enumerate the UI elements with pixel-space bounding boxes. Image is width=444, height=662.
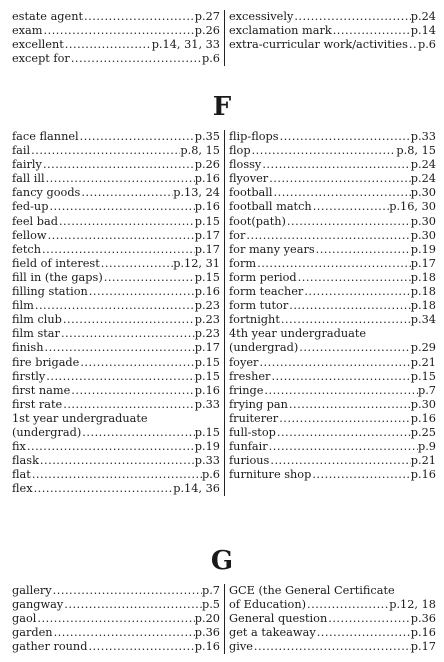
dot-leader: [80, 186, 173, 200]
page-reference: p.7: [417, 383, 436, 397]
dot-leader: [62, 313, 195, 327]
page-reference: p.33: [194, 454, 220, 468]
index-entry: [12, 38, 220, 52]
page-reference: p.16: [194, 172, 220, 186]
page-reference: p.16: [194, 640, 220, 654]
dot-leader: [64, 38, 152, 52]
dot-leader: [276, 426, 411, 440]
page-reference: p.17: [194, 341, 220, 355]
index-entry: [229, 229, 436, 243]
page-reference: p.26: [194, 24, 220, 38]
page-reference: p.24: [410, 10, 436, 23]
index-term: fire brigade: [12, 355, 80, 369]
index-entry: [229, 626, 436, 640]
index-entry: [229, 440, 436, 454]
index-term: football: [229, 186, 273, 200]
page-reference: p.15: [194, 355, 220, 369]
dot-leader: [288, 299, 411, 313]
page-reference: p.35: [194, 130, 220, 143]
index-entry: [229, 468, 436, 482]
dot-leader: [245, 229, 410, 243]
dot-leader: [30, 144, 180, 158]
index-term: flyover: [229, 172, 269, 186]
dot-leader: [62, 398, 195, 412]
index-column-right: [224, 584, 436, 654]
index-entry: [229, 454, 436, 468]
index-block-f: [12, 130, 436, 496]
index-term: filling station: [12, 285, 88, 299]
index-term: gallery: [12, 584, 52, 597]
index-term: film club: [12, 313, 62, 327]
page-reference: p.18: [410, 299, 436, 313]
index-entry: [12, 398, 220, 412]
index-term: flop: [229, 144, 251, 158]
dot-leader: [45, 172, 195, 186]
index-term: fresher: [229, 369, 271, 383]
index-term: flex: [12, 482, 33, 496]
index-term: gangway: [12, 598, 64, 612]
index-term: first rate: [12, 397, 63, 411]
dot-leader: [53, 626, 195, 640]
index-term: finish: [12, 341, 44, 355]
dot-leader: [280, 313, 411, 327]
index-entry: [12, 229, 220, 243]
index-term: GCE (the General Certificate: [229, 584, 395, 597]
index-column-right: [224, 130, 436, 496]
index-entry: [12, 200, 220, 214]
dot-leader: [31, 468, 202, 482]
dot-leader: [273, 186, 411, 200]
index-term: excellent: [12, 38, 64, 52]
index-entry: [12, 215, 220, 229]
index-term: form: [229, 256, 257, 270]
dot-leader: [297, 271, 411, 285]
dot-leader: [269, 454, 410, 468]
dot-leader: [43, 24, 195, 38]
index-term: fortnight: [229, 313, 280, 327]
index-term: flat: [12, 468, 31, 482]
index-term: firstly: [12, 369, 46, 383]
dot-leader: [286, 215, 411, 229]
index-entry: [12, 384, 220, 398]
dot-leader: [327, 612, 411, 626]
page-reference: p.30: [410, 397, 436, 411]
index-entry: [12, 640, 220, 654]
index-term: General question: [229, 612, 328, 626]
index-term: flip-flops: [229, 130, 279, 143]
page-reference: p.15: [194, 270, 220, 284]
section-letter-g: G: [210, 546, 234, 576]
index-entry: [12, 584, 220, 598]
page-reference: p.12, 31: [173, 256, 220, 270]
index-term: full-stop: [229, 425, 276, 439]
index-entry: [229, 215, 436, 229]
dot-leader: [47, 229, 195, 243]
dot-leader: [34, 299, 195, 313]
index-entry: [229, 341, 436, 355]
dot-leader: [33, 482, 174, 496]
page-reference: p.16: [410, 468, 436, 482]
dot-leader: [253, 640, 411, 654]
index-entry: [229, 172, 436, 186]
dot-leader: [88, 285, 195, 299]
index-entry: [229, 398, 436, 412]
page-reference: p.27: [194, 10, 220, 23]
index-term: 1st year undergraduate: [12, 411, 148, 425]
index-entry: [12, 243, 220, 257]
page-reference: p.34: [410, 313, 436, 327]
index-term: extra-curricular work/activities: [229, 38, 408, 52]
index-entry: [12, 130, 220, 144]
index-term: fall ill: [12, 172, 45, 186]
index-entry: [229, 38, 436, 52]
index-term: form tutor: [229, 299, 289, 313]
index-column-left: [12, 584, 224, 654]
index-column-right: [224, 10, 436, 66]
index-entry: [229, 313, 436, 327]
index-entry: [229, 158, 436, 172]
index-term: first name: [12, 383, 71, 397]
page-reference: p.16: [410, 411, 436, 425]
dot-leader: [63, 598, 202, 612]
dot-leader: [306, 598, 389, 612]
index-term: frying pan: [229, 397, 288, 411]
page-reference: p.12, 18: [389, 598, 436, 612]
page-reference: p.33: [410, 130, 436, 143]
dot-leader: [100, 257, 173, 271]
dot-leader: [70, 384, 195, 398]
index-entry: [229, 243, 436, 257]
index-entry: [229, 356, 436, 370]
index-entry: [12, 24, 220, 38]
index-term: fix: [12, 440, 26, 454]
dot-leader: [39, 454, 195, 468]
dot-leader: [279, 130, 411, 144]
dot-leader: [36, 612, 194, 626]
index-entry: [229, 584, 436, 598]
index-column-left: [12, 130, 224, 496]
page-reference: p.21: [410, 454, 436, 468]
page-reference: p.24: [410, 172, 436, 186]
page-reference: p.21: [410, 355, 436, 369]
dot-leader: [70, 52, 202, 66]
page-reference: p.20: [194, 612, 220, 626]
page-reference: p.6: [201, 52, 220, 66]
index-term: exclamation mark: [229, 24, 332, 38]
index-entry: [229, 299, 436, 313]
index-term: form teacher: [229, 285, 304, 299]
dot-leader: [408, 38, 418, 52]
index-entry: [229, 200, 436, 214]
index-term: fairly: [12, 158, 42, 172]
page-reference: p.19: [410, 242, 436, 256]
dot-leader: [258, 356, 410, 370]
index-entry: [12, 468, 220, 482]
page-reference: p.26: [194, 158, 220, 172]
dot-leader: [42, 158, 195, 172]
index-term: football match: [229, 200, 312, 214]
index-entry: [12, 356, 220, 370]
index-term: furious: [229, 454, 270, 468]
page-reference: p.16: [410, 626, 436, 640]
page-reference: p.29: [410, 341, 436, 355]
dot-leader: [268, 440, 418, 454]
page-reference: p.8, 15: [180, 144, 220, 158]
index-entry: [12, 10, 220, 24]
page-reference: p.15: [410, 369, 436, 383]
page-reference: p.18: [410, 285, 436, 299]
index-entry: [229, 130, 436, 144]
index-term: fringe: [229, 383, 264, 397]
page-reference: p.25: [410, 425, 436, 439]
dot-leader: [58, 215, 195, 229]
dot-leader: [256, 257, 411, 271]
index-entry: [229, 144, 436, 158]
index-term: excessively: [229, 10, 294, 23]
index-block-e: [12, 10, 436, 66]
index-entry: [229, 24, 436, 38]
index-entry: [12, 426, 220, 440]
index-entry: [229, 327, 436, 341]
index-entry: [229, 186, 436, 200]
index-entry: [12, 144, 220, 158]
dot-leader: [298, 341, 411, 355]
page-reference: p.14, 36: [173, 482, 220, 496]
dot-leader: [316, 626, 411, 640]
page-reference: p.30: [410, 228, 436, 242]
page-reference: p.23: [194, 299, 220, 313]
index-term: give: [229, 640, 253, 654]
dot-leader: [60, 327, 195, 341]
index-entry: [229, 612, 436, 626]
index-term: gather round: [12, 640, 88, 654]
dot-leader: [312, 200, 390, 214]
index-term: for: [229, 228, 246, 242]
dot-leader: [268, 172, 411, 186]
index-entry: [229, 257, 436, 271]
index-column-left: [12, 10, 224, 66]
index-entry: [12, 612, 220, 626]
index-entry: [12, 285, 220, 299]
index-entry: [12, 598, 220, 612]
index-entry: [229, 10, 436, 24]
index-term: fill in (the gaps): [12, 270, 103, 284]
index-term: estate agent: [12, 10, 84, 23]
index-term: foyer: [229, 355, 259, 369]
index-term: (undergrad): [229, 341, 299, 355]
page-reference: p.15: [194, 214, 220, 228]
page-reference: p.6: [201, 468, 220, 482]
index-term: fail: [12, 144, 31, 158]
index-term: 4th year undergraduate: [229, 327, 367, 341]
index-entry: [12, 327, 220, 341]
page-reference: p.14: [410, 24, 436, 38]
dot-leader: [251, 144, 397, 158]
dot-leader: [293, 10, 410, 24]
page-reference: p.19: [194, 440, 220, 454]
dot-leader: [263, 384, 418, 398]
page-reference: p.15: [194, 425, 220, 439]
index-term: furniture shop: [229, 468, 312, 482]
index-term: film star: [12, 327, 60, 341]
page-reference: p.17: [410, 256, 436, 270]
page-reference: p.16: [194, 200, 220, 214]
dot-leader: [52, 584, 202, 598]
index-term: for many years: [229, 242, 315, 256]
dot-leader: [45, 370, 195, 384]
index-term: flask: [12, 454, 39, 468]
dot-leader: [315, 243, 411, 257]
section-letter-f: F: [212, 92, 232, 122]
dot-leader: [83, 10, 195, 24]
index-entry: [229, 285, 436, 299]
index-entry: [229, 370, 436, 384]
dot-leader: [303, 285, 410, 299]
index-term: funfair: [229, 440, 268, 454]
page-reference: p.16, 30: [389, 200, 436, 214]
index-term: except for: [12, 52, 70, 66]
dot-leader: [288, 398, 411, 412]
index-entry: [12, 626, 220, 640]
index-entry: [12, 482, 220, 496]
page-reference: p.6: [417, 38, 436, 52]
index-entry: [229, 598, 436, 612]
dot-leader: [332, 24, 411, 38]
dot-leader: [81, 426, 195, 440]
index-entry: [12, 172, 220, 186]
dot-leader: [44, 341, 195, 355]
index-entry: [12, 52, 220, 66]
page-reference: p.30: [410, 186, 436, 200]
index-entry: [229, 426, 436, 440]
page-reference: p.17: [410, 640, 436, 654]
index-term: field of interest: [12, 256, 100, 270]
page-reference: p.5: [201, 598, 220, 612]
dot-leader: [79, 130, 195, 144]
index-entry: [12, 313, 220, 327]
index-block-g: [12, 584, 436, 654]
dot-leader: [41, 243, 195, 257]
dot-leader: [26, 440, 195, 454]
index-term: feel bad: [12, 214, 58, 228]
page-reference: p.8, 15: [396, 144, 436, 158]
index-entry: [229, 412, 436, 426]
index-term: fruiterer: [229, 411, 279, 425]
index-entry: [12, 257, 220, 271]
index-term: fetch: [12, 242, 42, 256]
dot-leader: [79, 356, 194, 370]
index-term: fed-up: [12, 200, 49, 214]
index-term: face flannel: [12, 130, 79, 143]
page-reference: p.24: [410, 158, 436, 172]
index-term: gaol: [12, 612, 37, 626]
index-entry: [229, 271, 436, 285]
page-reference: p.36: [194, 626, 220, 640]
index-entry: [12, 186, 220, 200]
dot-leader: [311, 468, 410, 482]
page-reference: p.9: [417, 440, 436, 454]
dot-leader: [87, 640, 194, 654]
page-reference: p.14, 31, 33: [151, 38, 220, 52]
index-entry: [12, 370, 220, 384]
index-term: of Education): [229, 598, 307, 612]
page-reference: p.36: [410, 612, 436, 626]
index-term: fellow: [12, 228, 47, 242]
dot-leader: [48, 200, 194, 214]
index-term: exam: [12, 24, 43, 38]
page-reference: p.30: [410, 214, 436, 228]
index-entry: [12, 454, 220, 468]
page-reference: p.17: [194, 242, 220, 256]
index-entry: [12, 440, 220, 454]
index-term: get a takeaway: [229, 626, 316, 640]
index-term: film: [12, 299, 34, 313]
page-reference: p.7: [201, 584, 220, 597]
index-term: fancy goods: [12, 186, 81, 200]
index-term: garden: [12, 626, 53, 640]
page-reference: p.33: [194, 397, 220, 411]
index-entry: [229, 384, 436, 398]
page-reference: p.15: [194, 369, 220, 383]
dot-leader: [270, 370, 410, 384]
index-entry: [12, 158, 220, 172]
page-reference: p.17: [194, 228, 220, 242]
index-term: foot(path): [229, 214, 286, 228]
index-entry: [229, 640, 436, 654]
page-reference: p.23: [194, 313, 220, 327]
dot-leader: [261, 158, 410, 172]
page-reference: p.13, 24: [173, 186, 220, 200]
dot-leader: [278, 412, 411, 426]
index-term: form period: [229, 270, 297, 284]
index-entry: [12, 341, 220, 355]
page-reference: p.16: [194, 285, 220, 299]
index-term: (undergrad): [12, 425, 82, 439]
page-reference: p.23: [194, 327, 220, 341]
index-term: flossy: [229, 158, 262, 172]
index-entry: [12, 271, 220, 285]
index-entry: [12, 299, 220, 313]
page-reference: p.18: [410, 270, 436, 284]
dot-leader: [103, 271, 195, 285]
index-entry: [12, 412, 220, 426]
page-reference: p.16: [194, 383, 220, 397]
